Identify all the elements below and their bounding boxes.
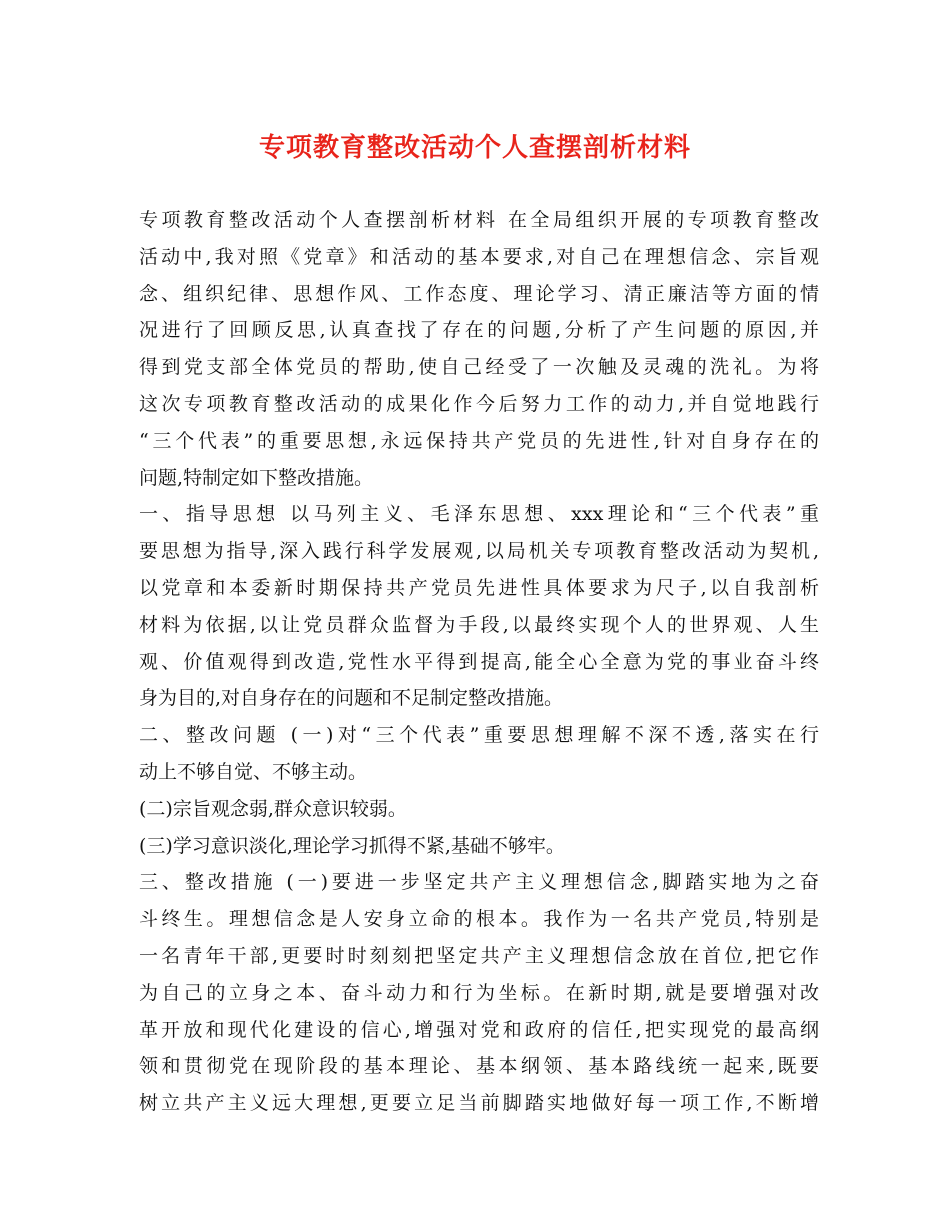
body-text-line: 二、整改问题 (一)对“三个代表”重要思想理解不深不透,落实在行 <box>139 724 819 747</box>
body-text-line: 材料为依据,以让党员群众监督为手段,以最终实现个人的世界观、人生 <box>139 613 819 636</box>
body-text-line: 况进行了回顾反思,认真查找了存在的问题,分析了产生问题的原因,并 <box>139 319 819 342</box>
body-text-line: 观、价值观得到改造,党性水平得到提高,能全心全意为党的事业奋斗终 <box>139 650 819 673</box>
body-text-line: (三)学习意识淡化,理论学习抓得不紧,基础不够牢。 <box>139 834 565 857</box>
body-text-line: 以党章和本委新时期保持共产党员先进性具体要求为尺子,以自我剖析 <box>139 576 819 599</box>
body-text-line: “三个代表”的重要思想,永远保持共产党员的先进性,针对自身存在的 <box>139 429 819 452</box>
body-text-line: 一名青年干部,更要时时刻刻把坚定共产主义理想信念放在首位,把它作 <box>139 944 819 967</box>
body-text-line: 问题,特制定如下整改措施。 <box>139 466 374 489</box>
body-text-line: 得到党支部全体党员的帮助,使自己经受了一次触及灵魂的洗礼。为将 <box>139 356 819 379</box>
document-title: 专项教育整改活动个人查摆剖析材料 <box>258 133 691 163</box>
body-text-line: 活动中,我对照《党章》和活动的基本要求,对自己在理想信念、宗旨观 <box>139 245 819 268</box>
body-text-line: 为自己的立身之本、奋斗动力和行为坐标。在新时期,就是要增强对改 <box>139 981 819 1004</box>
body-text-line: 身为目的,对自身存在的问题和不足制定整改措施。 <box>139 687 564 710</box>
document-body <box>139 202 819 1122</box>
body-text-line: 这次专项教育整改活动的成果化作今后努力工作的动力,并自觉地践行 <box>139 392 819 415</box>
body-text-line: 三、整改措施 (一)要进一步坚定共产主义理想信念,脚踏实地为之奋 <box>139 871 819 894</box>
body-text-line: (二)宗旨观念弱,群众意识较弱。 <box>139 797 407 820</box>
body-text-line: 专项教育整改活动个人查摆剖析材料 在全局组织开展的专项教育整改 <box>139 209 819 231</box>
body-text-line: 要思想为指导,深入践行科学发展观,以局机关专项教育整改活动为契机, <box>139 540 819 563</box>
body-text-line: 领和贯彻党在现阶段的基本理论、基本纲领、基本路线统一起来,既要 <box>139 1055 819 1078</box>
body-text-line: 革开放和现代化建设的信心,增强对党和政府的信任,把实现党的最高纲 <box>139 1018 819 1041</box>
body-text-line: 动上不够自觉、不够主动。 <box>139 760 368 783</box>
body-text-line: 念、组织纪律、思想作风、工作态度、理论学习、清正廉洁等方面的情 <box>139 282 819 305</box>
body-text-line: 斗终生。理想信念是人安身立命的根本。我作为一名共产党员,特别是 <box>139 908 819 931</box>
body-text-line: 一、指导思想 以马列主义、毛泽东思想、xxx理论和“三个代表”重 <box>139 503 819 526</box>
body-text-line: 树立共产主义远大理想,更要立足当前脚踏实地做好每一项工作,不断增 <box>139 1092 819 1115</box>
